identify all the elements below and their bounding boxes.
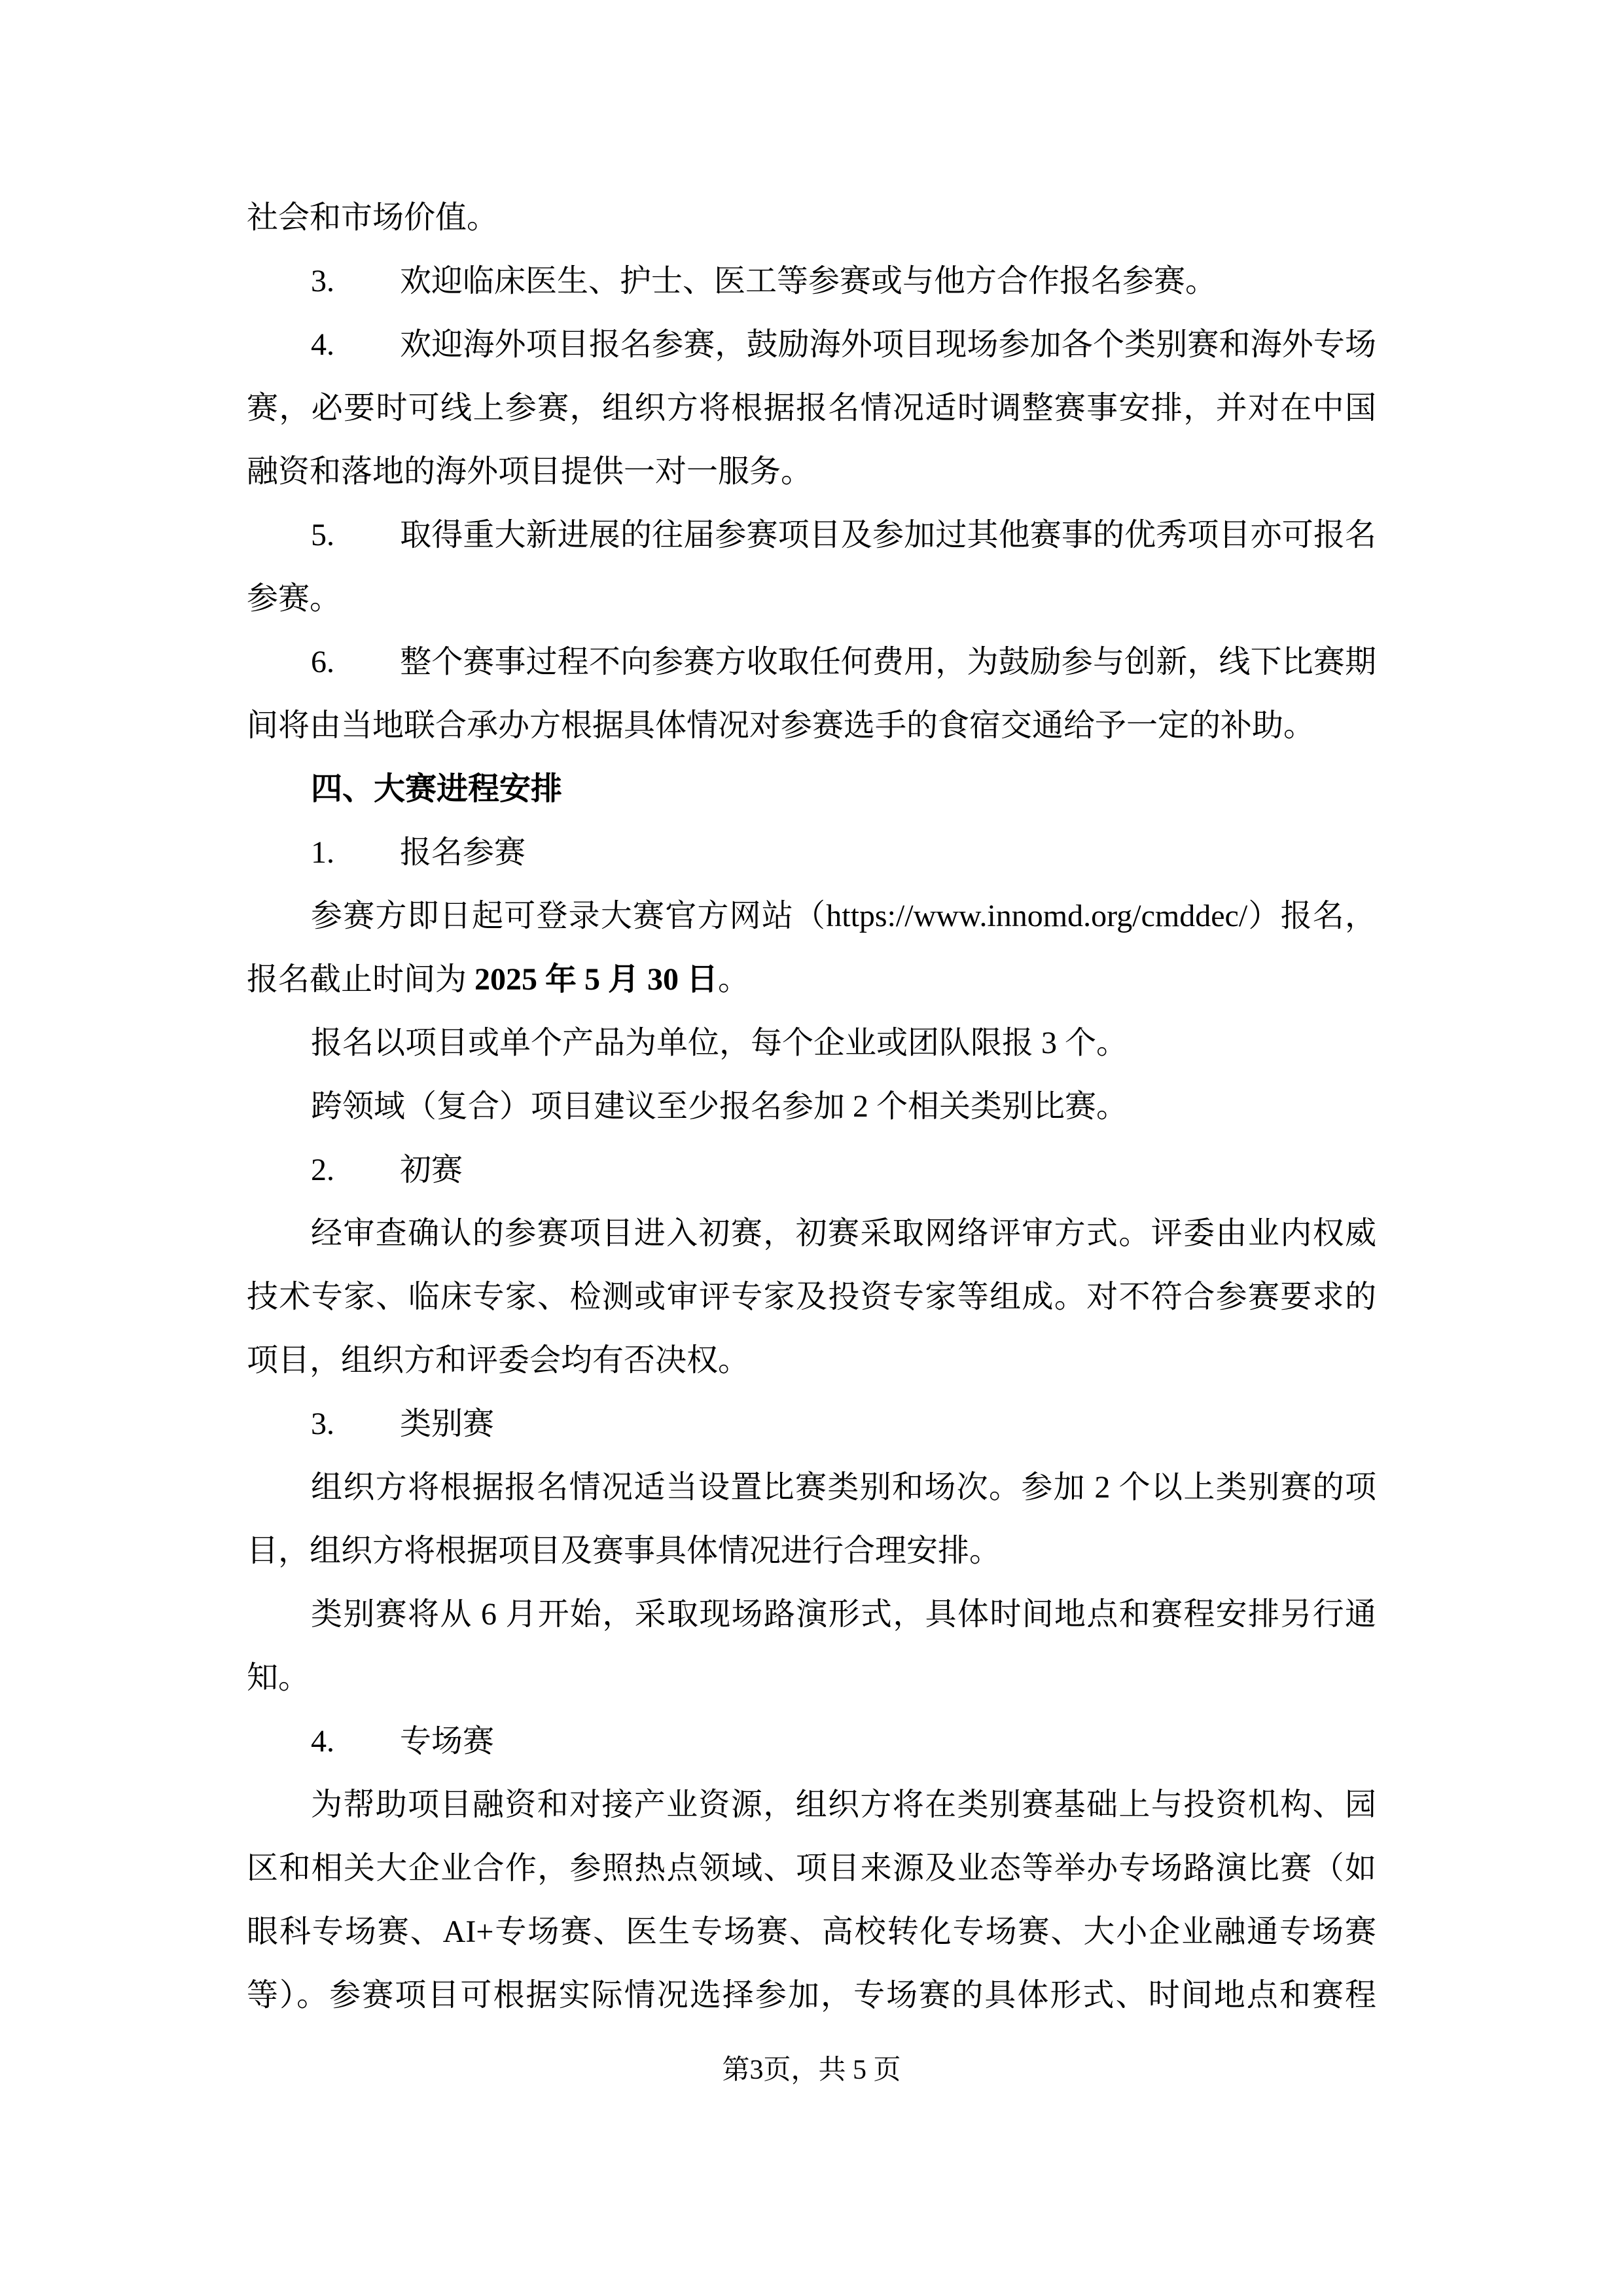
text-line <box>247 1710 1376 1773</box>
text-line: 社会和市场价值。 <box>247 200 499 235</box>
text-line <box>247 313 1376 376</box>
text-line <box>247 1138 1376 1202</box>
item-number: 5. <box>311 518 334 552</box>
item-number: 3. <box>311 264 334 298</box>
item-number: 3. <box>311 1407 334 1441</box>
text-line: 区和相关大企业合作，参照热点领域、项目来源及业态等举办专场路演比赛（如 <box>247 1851 1376 1886</box>
item-number: 6. <box>311 645 334 679</box>
text-line: 四、大赛进程安排 <box>311 772 563 806</box>
item-number: 4. <box>311 327 334 362</box>
bold-text: 2025 年 5 月 30 日 <box>474 962 719 997</box>
text-line: 眼科专场赛、AI+专场赛、医生专场赛、高校转化专场赛、大小企业融通专场赛 <box>247 1914 1376 1949</box>
item-number: 2. <box>311 1153 334 1187</box>
text-line: 参赛。 <box>247 581 342 616</box>
text-line: 知。 <box>247 1660 310 1695</box>
text-line: 报名以项目或单个产品为单位，每个企业或团队限报 3 个。 <box>311 1026 1128 1060</box>
text-line <box>247 948 1376 1011</box>
text-line: 为帮助项目融资和对接产业资源，组织方将在类别赛基础上与投资机构、园 <box>311 1787 1376 1822</box>
text-line: 组织方将根据报名情况适当设置比赛类别和场次。参加 2 个以上类别赛的项 <box>311 1470 1376 1505</box>
page-footer: 第3页，共 5 页 <box>722 2055 901 2085</box>
text-line: 融资和落地的海外项目提供一对一服务。 <box>247 454 813 489</box>
item-text: 专场赛 <box>400 1724 495 1759</box>
text-line: 参赛方即日起可登录大赛官方网站（https://www.innomd.org/cmddec/）报名， <box>311 899 1376 933</box>
item-number: 4. <box>311 1724 334 1759</box>
text-line: 技术专家、临床专家、检测或审评专家及投资专家等组成。对不符合参赛要求的 <box>247 1280 1376 1314</box>
item-number: 1. <box>311 835 334 870</box>
text-line: 经审查确认的参赛项目进入初赛，初赛采取网络评审方式。评委由业内权威 <box>311 1216 1376 1251</box>
item-text: 欢迎临床医生、护士、医工等参赛或与他方合作报名参赛。 <box>400 264 1217 298</box>
text-line: 赛，必要时可线上参赛，组织方将根据报名情况适时调整赛事安排，并对在中国 <box>247 391 1376 425</box>
text-line <box>247 249 1376 313</box>
item-text: 取得重大新进展的往届参赛项目及参加过其他赛事的优秀项目亦可报名 <box>400 518 1376 552</box>
text-line <box>247 1392 1376 1456</box>
text-line <box>247 630 1376 694</box>
document-lines <box>247 186 1376 2027</box>
text-line <box>247 503 1376 567</box>
item-text: 整个赛事过程不向参赛方收取任何费用，为鼓励参与创新，线下比赛期 <box>400 645 1376 679</box>
item-text: 初赛 <box>400 1153 463 1187</box>
item-text: 报名参赛 <box>400 835 526 870</box>
text-line: 跨领域（复合）项目建议至少报名参加 2 个相关类别比赛。 <box>311 1089 1128 1124</box>
regular-text: 。 <box>718 962 750 997</box>
regular-text: 报名截止时间为 <box>247 962 475 997</box>
text-line: 项目，组织方和评委会均有否决权。 <box>247 1343 750 1378</box>
text-line <box>247 821 1376 884</box>
text-line: 等）。参赛项目可根据实际情况选择参加，专场赛的具体形式、时间地点和赛程 <box>247 1978 1376 2013</box>
text-line: 类别赛将从 6 月开始，采取现场路演形式，具体时间地点和赛程安排另行通 <box>311 1597 1376 1632</box>
text-line: 间将由当地联合承办方根据具体情况对参赛选手的食宿交通给予一定的补助。 <box>247 708 1315 743</box>
text-line: 目，组织方将根据项目及赛事具体情况进行合理安排。 <box>247 1534 1001 1568</box>
item-text: 类别赛 <box>400 1407 495 1441</box>
item-text: 欢迎海外项目报名参赛，鼓励海外项目现场参加各个类别赛和海外专场 <box>400 327 1376 362</box>
